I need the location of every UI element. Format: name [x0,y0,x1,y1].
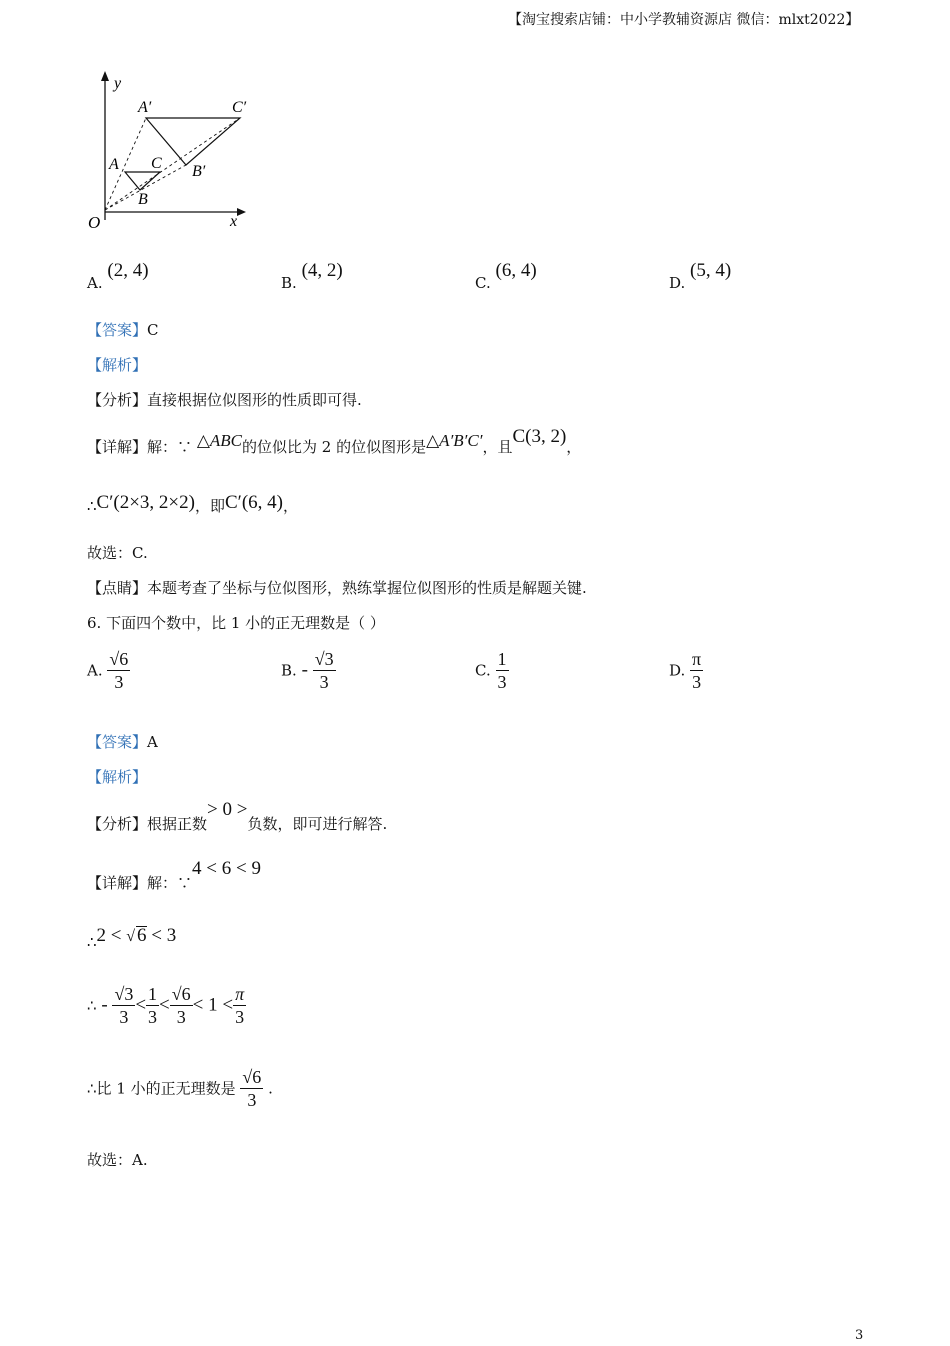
q6-detail-line1: 【详解】解：∵4 < 6 < 9 [87,858,261,892]
q6-detail-line2: ∴2 < √ 6 < 3 [87,925,177,951]
q6-conclusion: ∴比 1 小的正无理数是 $\frac{√6}{3}$ . [87,1067,273,1110]
x-axis-arrow [237,208,246,216]
q6-fenxi: 【分析】根据正数> 0 >负数，即可进行解答. [87,799,388,833]
label-c-prime: C′ [232,99,247,116]
q6-detail-line3: ∴ - $\frac{√3}{3}$ < $\frac{1}{3}$ < $\frac{√6}{3}$ < 1 < $\frac{\pi}{3}$ [87,984,245,1027]
page-header: 【淘宝搜索店铺：中小学教辅资源店 微信：mlxt2022】 [508,12,860,28]
q6-option-b: B. - $\frac{√3}{3}$ [281,649,334,692]
q5-option-d: D. (5, 4) [669,260,732,292]
label-a-prime: A′ [138,99,152,116]
q6-option-a: A. $\frac{√6}{3}$ [87,649,129,692]
q5-analysis-heading: 【解析】 [87,356,148,374]
q6-option-d: D. $\frac{\pi}{3}$ [669,649,702,692]
y-axis-arrow [101,71,109,81]
q5-detail-line1: 【详解】解：∵ △ABC的位似比为 2 的位似图形是△A′B′C′，且C(3, 2)， [87,426,582,456]
q5-option-b: B. (4, 2) [281,260,343,292]
label-c: C [151,155,162,172]
label-origin: O [88,213,101,232]
page-number: 3 [855,1328,864,1343]
q5-option-a: A. (2, 4) [87,260,149,292]
q5-fenxi: 【分析】直接根据位似图形的性质即可得. [87,391,362,409]
q6-stem: 6. 下面四个数中，比 1 小的正无理数是（ ） [87,614,385,632]
label-x: x [230,213,238,230]
triangle-abc [125,172,160,190]
similarity-figure [80,62,270,242]
label-b-prime: B′ [192,163,206,180]
q5-dianjing: 【点睛】本题考查了坐标与位似图形，熟练掌握位似图形的性质是解题关键. [87,579,587,597]
q6-option-c: C. $\frac{1}{3}$ [475,649,507,692]
q5-choice: 故选：C. [87,544,148,562]
q5-answer: 【答案】C [87,321,159,339]
q6-analysis-heading: 【解析】 [87,768,148,786]
label-y: y [114,75,122,92]
q6-choice: 故选：A. [87,1151,148,1169]
q5-detail-line2: ∴C′(2×3, 2×2)，即C′(6, 4)， [87,492,298,515]
label-a: A [109,156,119,173]
label-b: B [138,191,148,208]
q5-option-c: C. (6, 4) [475,260,537,292]
q6-answer: 【答案】A [87,733,158,751]
